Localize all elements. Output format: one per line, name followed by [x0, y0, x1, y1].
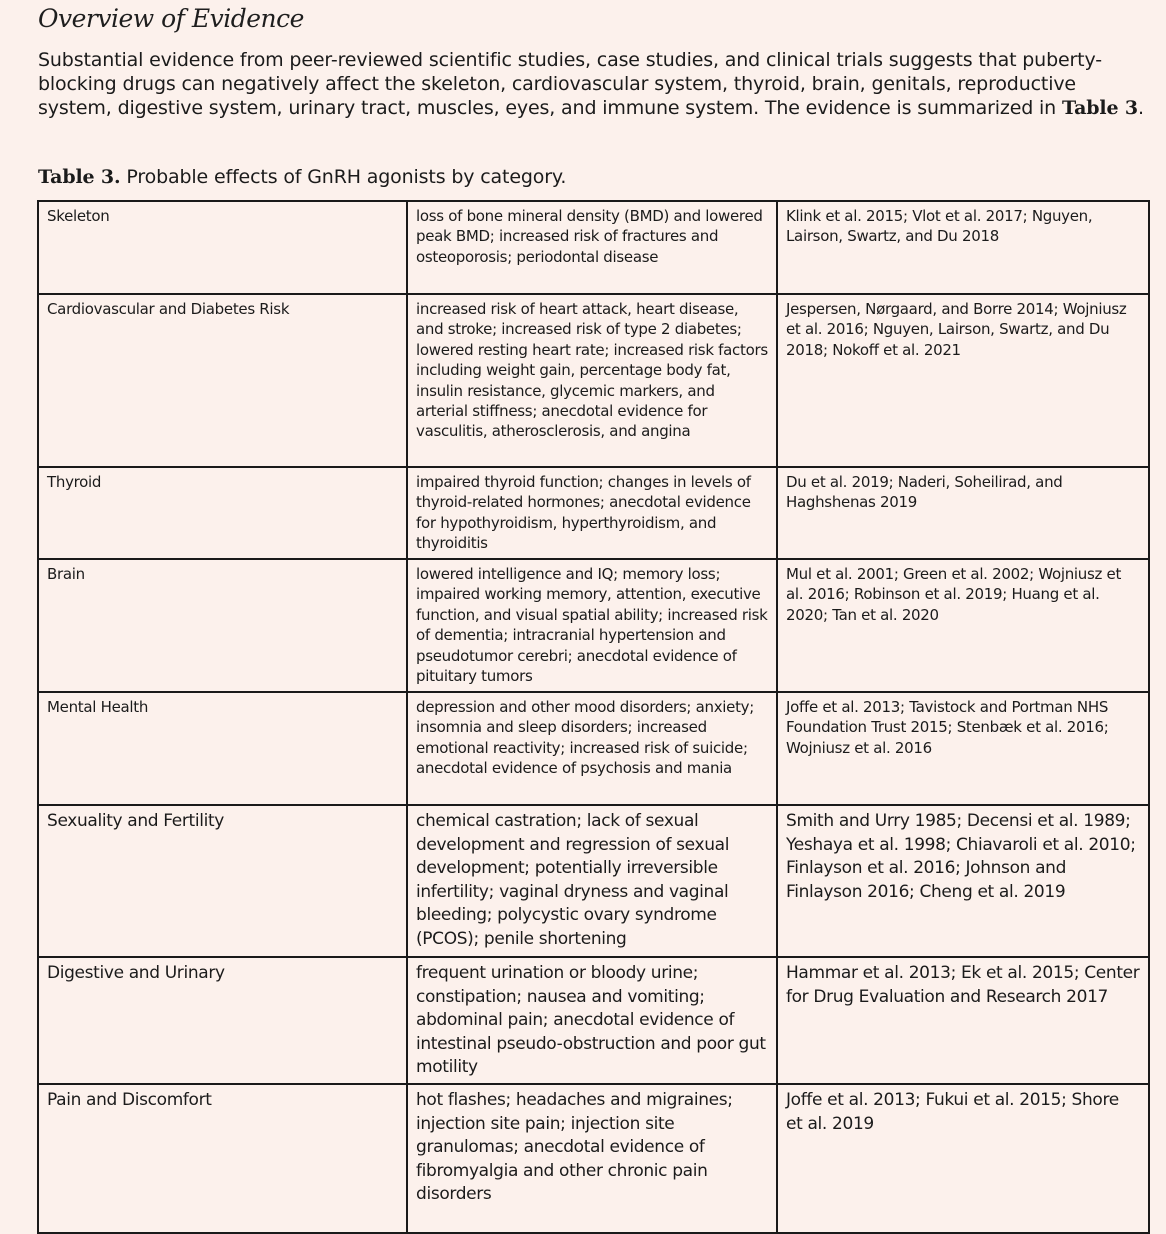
- category-cell: Thyroid: [38, 467, 407, 559]
- intro-text: Substantial evidence from peer-reviewed scientific studies, case studies, and clinical trials suggests that puberty-blocking drugs can negatively affect the skeleton, cardiovascular system, thyroid, brain, genitals, reproductive system, digestive system, urinary tract, muscles, eyes, and immune system. The evidence is summarized in: [38, 49, 1102, 119]
- effects-cell: increased risk of heart attack, heart disease, and stroke; increased risk of type 2 diabetes; lowered resting heart rate; increased risk factors including weight gain, percentage body fat, insulin resistance, glycemic markers, and arterial stiffness; anecdotal evidence for vasculitis, atherosclerosis, and angina: [407, 294, 777, 467]
- intro-paragraph: [38, 48, 1148, 120]
- table-caption: [38, 164, 566, 190]
- table-reference: Table 3: [1061, 97, 1138, 119]
- table-row: [38, 805, 1149, 957]
- category-cell: Sexuality and Fertility: [38, 805, 407, 957]
- table-row: [38, 294, 1149, 467]
- effects-cell: frequent urination or bloody urine; constipation; nausea and vomiting; abdominal pain; anecdotal evidence of intestinal pseudo-obstruction and poor gut motility: [407, 957, 777, 1084]
- sources-cell: Joffe et al. 2013; Fukui et al. 2015; Shore et al. 2019: [777, 1084, 1149, 1233]
- sources-cell: Jespersen, Nørgaard, and Borre 2014; Wojniusz et al. 2016; Nguyen, Lairson, Swartz, and Du 2018; Nokoff et al. 2021: [777, 294, 1149, 467]
- intro-end: .: [1137, 97, 1144, 119]
- table-row: [38, 1084, 1149, 1233]
- category-cell: Digestive and Urinary: [38, 957, 407, 1084]
- sources-cell: Smith and Urry 1985; Decensi et al. 1989; Yeshaya et al. 1998; Chiavaroli et al. 2010; Finlayson et al. 2016; Johnson and Finlayson 2016; Cheng et al. 2019: [777, 805, 1149, 957]
- effects-cell: hot flashes; headaches and migraines; injection site pain; injection site granulomas; anecdotal evidence of fibromyalgia and other chronic pain disorders: [407, 1084, 777, 1233]
- sources-cell: Hammar et al. 2013; Ek et al. 2015; Center for Drug Evaluation and Research 2017: [777, 957, 1149, 1084]
- table-caption-text: Probable effects of GnRH agonists by category.: [126, 166, 567, 188]
- sources-cell: Klink et al. 2015; Vlot et al. 2017; Nguyen, Lairson, Swartz, and Du 2018: [777, 201, 1149, 294]
- effects-table: [37, 200, 1150, 1234]
- table-row: [38, 467, 1149, 559]
- section-heading: Overview of Evidence: [38, 4, 304, 33]
- category-cell: Cardiovascular and Diabetes Risk: [38, 294, 407, 467]
- effects-cell: loss of bone mineral density (BMD) and lowered peak BMD; increased risk of fractures and osteoporosis; periodontal disease: [407, 201, 777, 294]
- sources-cell: Mul et al. 2001; Green et al. 2002; Wojniusz et al. 2016; Robinson et al. 2019; Huang et al. 2020; Tan et al. 2020: [777, 559, 1149, 692]
- table-row: [38, 559, 1149, 692]
- table-row: [38, 692, 1149, 805]
- table-row: [38, 201, 1149, 294]
- category-cell: Mental Health: [38, 692, 407, 805]
- effects-cell: chemical castration; lack of sexual development and regression of sexual development; potentially irreversible infertility; vaginal dryness and vaginal bleeding; polycystic ovary syndrome (PCOS); penile shortening: [407, 805, 777, 957]
- effects-cell: lowered intelligence and IQ; memory loss; impaired working memory, attention, executive function, and visual spatial ability; increased risk of dementia; intracranial hypertension and pseudotumor cerebri; anecdotal evidence of pituitary tumors: [407, 559, 777, 692]
- sources-cell: Joffe et al. 2013; Tavistock and Portman NHS Foundation Trust 2015; Stenbæk et al. 2016; Wojniusz et al. 2016: [777, 692, 1149, 805]
- effects-cell: depression and other mood disorders; anxiety; insomnia and sleep disorders; increased emotional reactivity; increased risk of suicide; anecdotal evidence of psychosis and mania: [407, 692, 777, 805]
- table-row: [38, 957, 1149, 1084]
- effects-cell: impaired thyroid function; changes in levels of thyroid-related hormones; anecdotal evidence for hypothyroidism, hyperthyroidism, and thyroiditis: [407, 467, 777, 559]
- category-cell: Brain: [38, 559, 407, 692]
- sources-cell: Du et al. 2019; Naderi, Soheilirad, and Haghshenas 2019: [777, 467, 1149, 559]
- table-label: Table 3.: [38, 166, 121, 188]
- category-cell: Pain and Discomfort: [38, 1084, 407, 1233]
- category-cell: Skeleton: [38, 201, 407, 294]
